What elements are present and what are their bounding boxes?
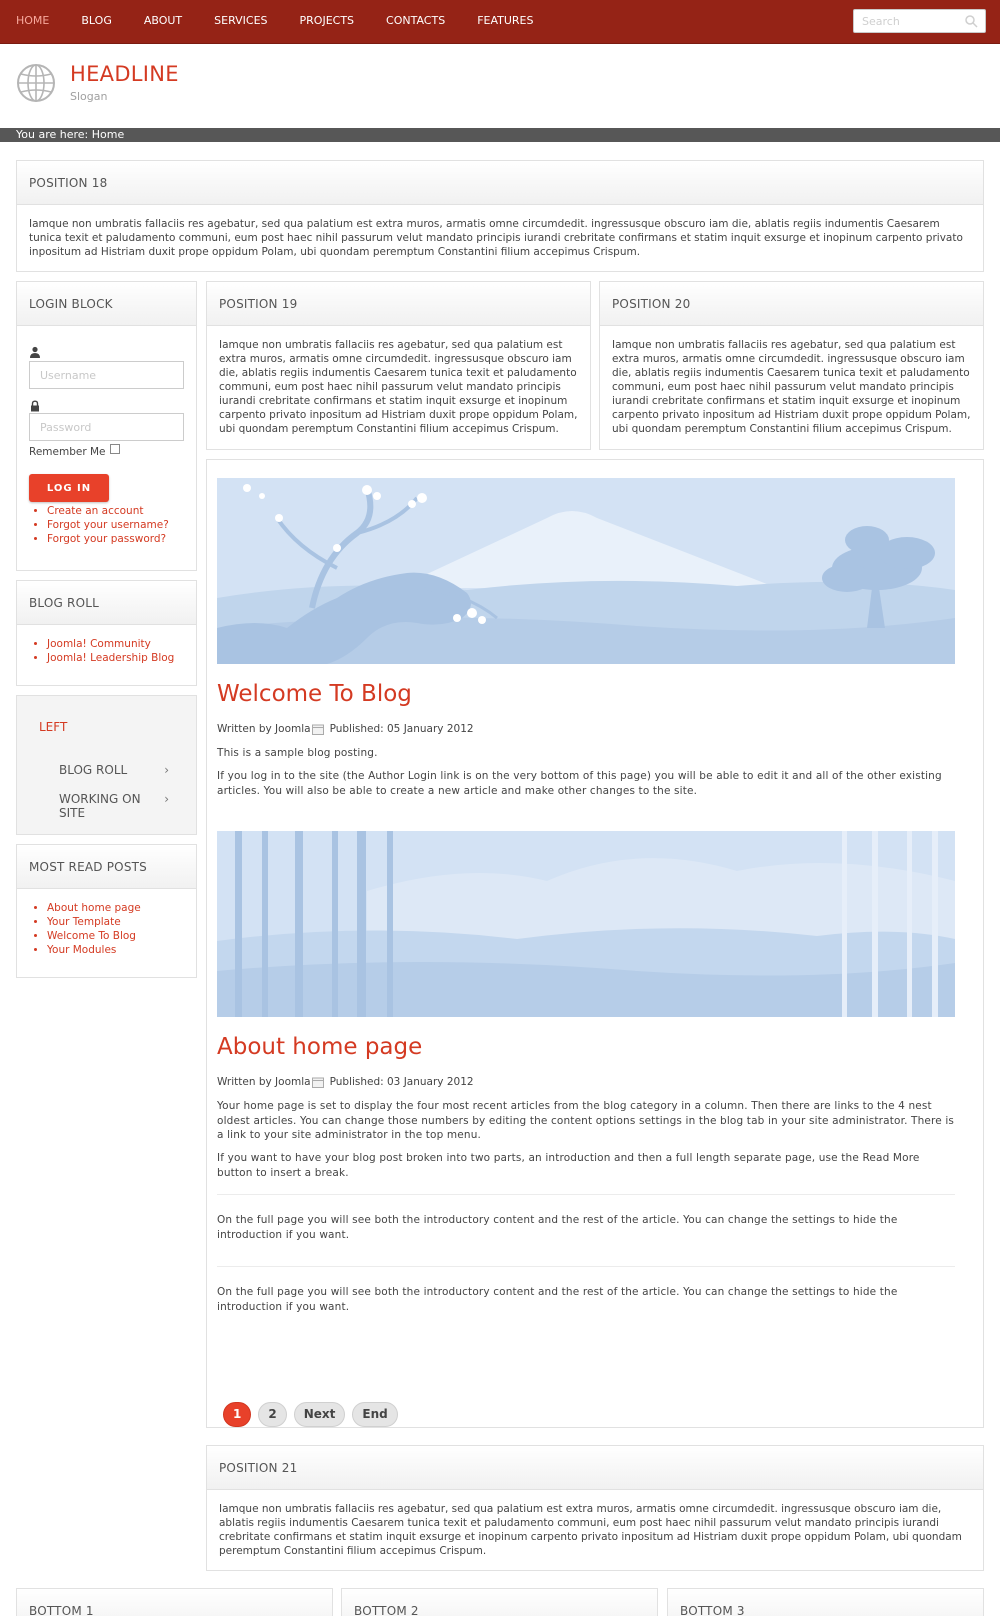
module-title: LOGIN BLOCK <box>17 282 196 326</box>
article-meta <box>217 1076 474 1088</box>
remember-me-label: Remember Me <box>29 446 106 458</box>
nav-blog[interactable]: BLOG <box>81 14 112 27</box>
end-page-button[interactable]: End <box>352 1402 397 1427</box>
bottom-3-module <box>667 1588 984 1616</box>
position-20-module <box>599 281 984 450</box>
login-button[interactable]: LOG IN <box>29 474 109 502</box>
breadcrumb: You are here: Home <box>0 128 1000 142</box>
site-slogan: Slogan <box>70 90 108 103</box>
menu-item-label: BLOG ROLL <box>59 763 128 777</box>
chevron-right-icon: › <box>164 792 169 806</box>
list-item <box>47 915 196 929</box>
most-read-list <box>17 889 196 957</box>
list-item <box>47 637 196 651</box>
most-read-link[interactable]: Welcome To Blog <box>47 930 136 942</box>
search-input[interactable] <box>854 10 962 32</box>
module-title: POSITION 21 <box>207 1446 983 1490</box>
module-title: BOTTOM 1 <box>17 1589 332 1616</box>
article-paragraph: On the full page you will see both the introductory content and the rest of the article. You can change the settings to hide the introduction if you want. <box>217 1214 898 1241</box>
most-read-module <box>16 844 197 978</box>
user-icon <box>29 346 41 358</box>
article-paragraph: Your home page is set to display the four most recent articles from the blog category in a column. Then there are links to the 4 nest oldest articles. You can change those numbers by editing the content options settings in the blog tab in your site administrator. There is a link to your site administrator in the top menu. <box>217 1100 955 1141</box>
bottom-2-module <box>341 1588 658 1616</box>
search-box <box>853 9 986 33</box>
most-read-link[interactable]: Your Template <box>47 916 121 928</box>
left-menu-module <box>16 695 197 835</box>
module-title: BLOG ROLL <box>17 581 196 625</box>
nav-contacts[interactable]: CONTACTS <box>386 14 446 27</box>
blog-roll-module <box>16 580 197 686</box>
article-title[interactable]: About home page <box>217 1034 423 1060</box>
article-image-bamboo <box>217 831 955 1017</box>
lock-icon <box>29 400 41 412</box>
module-title: BOTTOM 3 <box>668 1589 983 1616</box>
globe-logo-icon[interactable] <box>16 63 56 103</box>
article-title[interactable]: Welcome To Blog <box>217 681 412 707</box>
article-published-date: Published: 05 January 2012 <box>329 723 474 735</box>
site-headline[interactable]: HEADLINE <box>70 62 179 86</box>
position-21-module <box>206 1445 984 1571</box>
search-icon[interactable] <box>964 14 978 28</box>
remember-me <box>29 446 120 458</box>
forgot-username-link[interactable]: Forgot your username? <box>47 519 169 531</box>
divider <box>217 1194 955 1195</box>
list-item <box>47 651 196 665</box>
menu-item-label: WORKING ON SITE <box>59 792 141 820</box>
chevron-right-icon: › <box>164 763 169 777</box>
module-text: Iamque non umbratis fallaciis res agebatur, sed qua palatium est extra muros, armatis omne circumdedit. ingressusque obscuro iam die, ablatis regiis indumentis Caesarem tunica texit et paludamento communi, eum post haec nihil passurum velut mandato principis iurandi crebritate confirmans et statim inquit exsurge et inopinum carpento privato inpositum ad Histriam duxit prope oppidum Polam, ubi quondam peremptum Constantini filium accepimus Crispum. <box>612 339 971 435</box>
username-field <box>29 361 184 389</box>
module-title: POSITION 18 <box>17 161 983 205</box>
list-item <box>47 901 196 915</box>
article-author: Written by Joomla <box>217 723 311 735</box>
list-item <box>47 929 196 943</box>
position-18-module <box>16 160 984 272</box>
login-module <box>16 281 197 571</box>
module-text: Iamque non umbratis fallaciis res agebatur, sed qua palatium est extra muros, armatis omne circumdedit. ingressusque obscuro iam die, ablatis regiis indumentis Caesarem tunica texit et paludamento communi, eum post haec nihil passurum velut mandato principis iurandi crebritate confirmans et statim inquit exsurge et inopinum carpento privato inpositum ad Histriam duxit prope oppidum Polam, ubi quondam peremptum Constantini filium accepimus Crispum. <box>219 1503 962 1557</box>
list-item <box>47 943 196 957</box>
article-paragraph: If you log in to the site (the Author Login link is on the very bottom of this page) you will be able to edit it and all of the other existing articles. You will also be able to create a new article and make other changes to the site. <box>217 770 942 797</box>
article-meta <box>217 723 474 735</box>
left-menu-title: LEFT <box>39 720 68 734</box>
page-2-button[interactable]: 2 <box>258 1402 286 1427</box>
main-menu <box>0 0 549 44</box>
calendar-icon <box>312 1077 324 1088</box>
page-1-button[interactable]: 1 <box>223 1402 251 1427</box>
username-input[interactable] <box>30 362 183 388</box>
module-title: MOST READ POSTS <box>17 845 196 889</box>
nav-projects[interactable]: PROJECTS <box>299 14 355 27</box>
pagination <box>223 1402 398 1427</box>
nav-about[interactable]: ABOUT <box>143 14 183 27</box>
module-text: Iamque non umbratis fallaciis res agebatur, sed qua palatium est extra muros, armatis omne circumdedit. ingressusque obscuro iam die, ablatis regiis indumentis Caesarem tunica texit et paludamento communi, eum post haec nihil passurum velut mandato principis iurandi crebritate confirmans et statim inquit exsurge et inopinum carpento privato inpositum ad Histriam duxit prope oppidum Polam, ubi quondam peremptum Constantini filium accepimus Crispum. <box>29 218 963 258</box>
remember-me-checkbox[interactable] <box>110 444 120 454</box>
most-read-link[interactable]: Your Modules <box>47 944 117 956</box>
next-page-button[interactable]: Next <box>294 1402 346 1427</box>
blog-main <box>206 459 984 1428</box>
calendar-icon <box>312 724 324 735</box>
module-title: BOTTOM 2 <box>342 1589 657 1616</box>
divider <box>217 1266 955 1267</box>
left-menu-item-blog-roll[interactable] <box>59 763 169 777</box>
nav-services[interactable]: SERVICES <box>214 14 268 27</box>
nav-features[interactable]: FEATURES <box>477 14 534 27</box>
article-paragraph: On the full page you will see both the introductory content and the rest of the article. You can change the settings to hide the introduction if you want. <box>217 1286 898 1313</box>
bottom-1-module <box>16 1588 333 1616</box>
module-title: POSITION 20 <box>600 282 983 326</box>
module-text: Iamque non umbratis fallaciis res agebatur, sed qua palatium est extra muros, armatis omne circumdedit. ingressusque obscuro iam die, ablatis regiis indumentis Caesarem tunica texit et paludamento communi, eum post haec nihil passurum velut mandato principis iurandi crebritate confirmans et statim inquit exsurge et inopinum carpento privato inpositum ad Histriam duxit prope oppidum Polam, ubi quondam peremptum Constantini filium accepimus Crispum. <box>219 339 578 435</box>
login-links <box>17 504 169 546</box>
article-image-blossom <box>217 478 955 664</box>
article-published-date: Published: 03 January 2012 <box>329 1076 474 1088</box>
blog-roll-link[interactable]: Joomla! Community <box>47 638 151 650</box>
article-paragraph: If you want to have your blog post broken into two parts, an introduction and then a full length separate page, use the Read More button to insert a break. <box>217 1152 920 1179</box>
left-menu-item-working-on-site[interactable] <box>59 792 169 820</box>
blog-roll-list <box>17 625 196 665</box>
create-account-link[interactable]: Create an account <box>47 505 144 517</box>
nav-home[interactable]: HOME <box>16 14 50 27</box>
password-field <box>29 413 184 441</box>
blog-roll-link[interactable]: Joomla! Leadership Blog <box>47 652 175 664</box>
article-author: Written by Joomla <box>217 1076 311 1088</box>
top-navbar <box>0 0 1000 44</box>
module-title: POSITION 19 <box>207 282 590 326</box>
forgot-password-link[interactable]: Forgot your password? <box>47 533 167 545</box>
password-input[interactable] <box>30 414 183 440</box>
position-19-module <box>206 281 591 450</box>
most-read-link[interactable]: About home page <box>47 902 141 914</box>
article-paragraph: This is a sample blog posting. <box>217 747 378 759</box>
